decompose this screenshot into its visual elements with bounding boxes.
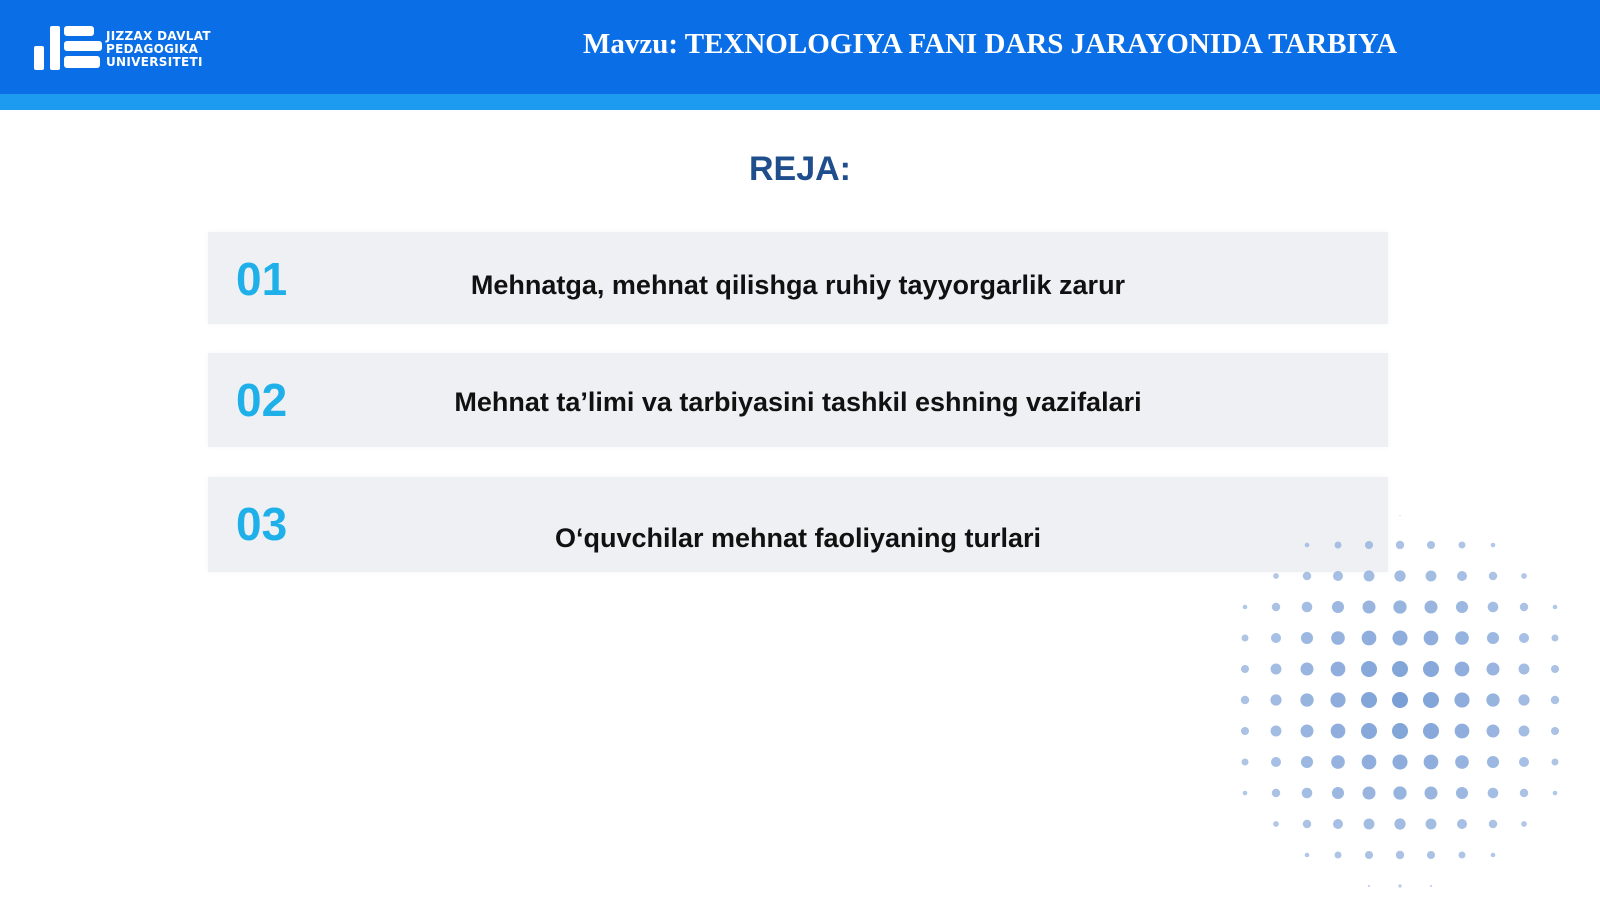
decorative-dot bbox=[1424, 631, 1439, 646]
decorative-dot bbox=[1457, 571, 1467, 581]
decorative-dot bbox=[1487, 632, 1499, 644]
dot-pattern-decoration bbox=[1220, 515, 1580, 895]
plan-item-text: Mehnat ta’limi va tarbiyasini tashkil eshning vazifalari bbox=[454, 387, 1142, 417]
decorative-dot bbox=[1365, 851, 1373, 859]
decorative-dot bbox=[1396, 541, 1404, 549]
header-bar bbox=[0, 0, 1600, 94]
decorative-dot bbox=[1361, 692, 1377, 708]
decorative-dot bbox=[1486, 693, 1499, 706]
decorative-dot bbox=[1520, 789, 1528, 797]
university-name-line-3: UNIVERSITETI bbox=[106, 55, 203, 69]
decorative-dot bbox=[1425, 787, 1438, 800]
decorative-dot bbox=[1425, 601, 1438, 614]
decorative-dot bbox=[1305, 543, 1310, 548]
decorative-dot bbox=[1455, 631, 1469, 645]
decorative-dot bbox=[1303, 820, 1311, 828]
decorative-dot bbox=[1454, 692, 1469, 707]
decorative-dot bbox=[1271, 726, 1282, 737]
decorative-dot bbox=[1241, 727, 1249, 735]
decorative-dot bbox=[1487, 756, 1499, 768]
decorative-dot bbox=[1241, 696, 1249, 704]
decorative-dot bbox=[1457, 819, 1467, 829]
decorative-dot bbox=[1551, 696, 1559, 704]
decorative-dot bbox=[1519, 633, 1529, 643]
decorative-dot bbox=[1519, 664, 1530, 675]
decorative-dot bbox=[1243, 605, 1248, 610]
decorative-dot bbox=[1364, 819, 1375, 830]
decorative-dot bbox=[1427, 851, 1435, 859]
plan-item-1 bbox=[208, 232, 1388, 324]
plan-item-number: 02 bbox=[236, 374, 288, 426]
decorative-dot bbox=[1333, 819, 1343, 829]
decorative-dot bbox=[1301, 725, 1314, 738]
decorative-dot bbox=[1330, 692, 1345, 707]
decorative-dot bbox=[1398, 515, 1401, 516]
decorative-dot bbox=[1398, 884, 1401, 887]
decorative-dot bbox=[1301, 756, 1313, 768]
decorative-dot bbox=[1394, 570, 1405, 581]
decorative-dot bbox=[1363, 787, 1376, 800]
decorative-dot bbox=[1488, 788, 1499, 799]
header-stripe bbox=[0, 94, 1600, 110]
decorative-dot bbox=[1301, 632, 1313, 644]
decorative-dot bbox=[1361, 661, 1377, 677]
decorative-dot bbox=[1332, 787, 1344, 799]
decorative-dot bbox=[1394, 818, 1405, 829]
decorative-dot bbox=[1393, 600, 1406, 613]
decorative-dot bbox=[1552, 635, 1559, 642]
decorative-dot bbox=[1423, 723, 1439, 739]
decorative-dot bbox=[1331, 662, 1346, 677]
decorative-dot bbox=[1332, 601, 1344, 613]
decorative-dot bbox=[1489, 572, 1497, 580]
decorative-dot bbox=[1335, 542, 1342, 549]
decorative-dot bbox=[1491, 543, 1496, 548]
decorative-dot bbox=[1242, 759, 1249, 766]
decorative-dot bbox=[1455, 724, 1470, 739]
decorative-dot bbox=[1331, 724, 1346, 739]
decorative-dot bbox=[1459, 542, 1466, 549]
decorative-dot bbox=[1424, 755, 1439, 770]
decorative-dot bbox=[1520, 603, 1528, 611]
decorative-dot bbox=[1272, 789, 1280, 797]
plan-heading: REJA: bbox=[748, 150, 852, 188]
plan-item-number: 03 bbox=[236, 498, 288, 550]
decorative-dot bbox=[1273, 821, 1279, 827]
decorative-dot bbox=[1302, 602, 1313, 613]
decorative-dot bbox=[1300, 693, 1313, 706]
decorative-dot bbox=[1426, 571, 1437, 582]
decorative-dot bbox=[1521, 821, 1527, 827]
decorative-dot bbox=[1455, 755, 1469, 769]
decorative-dot bbox=[1551, 665, 1559, 673]
decorative-dot bbox=[1331, 755, 1345, 769]
decorative-dot bbox=[1392, 754, 1407, 769]
decorative-dot bbox=[1519, 757, 1529, 767]
decorative-dot bbox=[1362, 631, 1377, 646]
decorative-dot bbox=[1553, 791, 1558, 796]
decorative-dot bbox=[1333, 571, 1343, 581]
decorative-dot bbox=[1272, 603, 1280, 611]
slide-title: Mavzu: TEXNOLOGIYA FANI DARS JARAYONIDA TARBIYA bbox=[582, 28, 1398, 60]
decorative-dot bbox=[1392, 723, 1408, 739]
decorative-dot bbox=[1423, 661, 1439, 677]
decorative-dot bbox=[1552, 759, 1559, 766]
decorative-dot bbox=[1363, 601, 1376, 614]
university-name bbox=[106, 30, 211, 69]
decorative-dot bbox=[1553, 605, 1558, 610]
decorative-dot bbox=[1455, 662, 1470, 677]
decorative-dot bbox=[1488, 602, 1499, 613]
decorative-dot bbox=[1301, 663, 1314, 676]
plan-item-text: Mehnatga, mehnat qilishga ruhiy tayyorgarlik zarur bbox=[470, 270, 1126, 300]
decorative-dot bbox=[1423, 692, 1439, 708]
decorative-dot bbox=[1305, 853, 1310, 858]
plan-item-number: 01 bbox=[236, 253, 288, 305]
decorative-dot bbox=[1241, 665, 1249, 673]
university-name-line-2: PEDAGOGIKA bbox=[106, 42, 199, 56]
university-name-line-1: JIZZAX DAVLAT bbox=[106, 29, 211, 43]
decorative-dot bbox=[1273, 573, 1279, 579]
decorative-dot bbox=[1270, 694, 1281, 705]
decorative-dot bbox=[1302, 788, 1313, 799]
decorative-dot bbox=[1551, 727, 1559, 735]
decorative-dot bbox=[1456, 787, 1468, 799]
decorative-dot bbox=[1392, 661, 1408, 677]
decorative-dot bbox=[1393, 786, 1406, 799]
decorative-dot bbox=[1242, 635, 1249, 642]
decorative-dot bbox=[1519, 726, 1530, 737]
decorative-dot bbox=[1271, 757, 1281, 767]
decorative-dot bbox=[1521, 573, 1527, 579]
decorative-dot bbox=[1361, 723, 1377, 739]
decorative-dot bbox=[1392, 692, 1408, 708]
decorative-dot bbox=[1331, 631, 1345, 645]
decorative-dot bbox=[1487, 663, 1500, 676]
decorative-dot bbox=[1362, 755, 1377, 770]
plan-item-2 bbox=[208, 353, 1388, 447]
decorative-dot bbox=[1335, 852, 1342, 859]
decorative-dot bbox=[1303, 572, 1311, 580]
decorative-dot bbox=[1489, 820, 1497, 828]
plan-item-3 bbox=[208, 477, 1388, 572]
decorative-dot bbox=[1430, 885, 1432, 887]
decorative-dot bbox=[1459, 852, 1466, 859]
plan-item-text: O‘quvchilar mehnat faoliyaning turlari bbox=[554, 523, 1042, 553]
decorative-dot bbox=[1365, 541, 1373, 549]
decorative-dot bbox=[1426, 819, 1437, 830]
decorative-dot bbox=[1396, 851, 1404, 859]
decorative-dot bbox=[1491, 853, 1496, 858]
decorative-dot bbox=[1271, 633, 1281, 643]
decorative-dot bbox=[1456, 601, 1468, 613]
decorative-dot bbox=[1427, 541, 1435, 549]
decorative-dot bbox=[1487, 725, 1500, 738]
decorative-dot bbox=[1271, 664, 1282, 675]
decorative-dot bbox=[1368, 885, 1370, 887]
decorative-dot bbox=[1518, 694, 1529, 705]
decorative-dot bbox=[1392, 630, 1407, 645]
decorative-dot bbox=[1364, 571, 1375, 582]
decorative-dot bbox=[1243, 791, 1248, 796]
